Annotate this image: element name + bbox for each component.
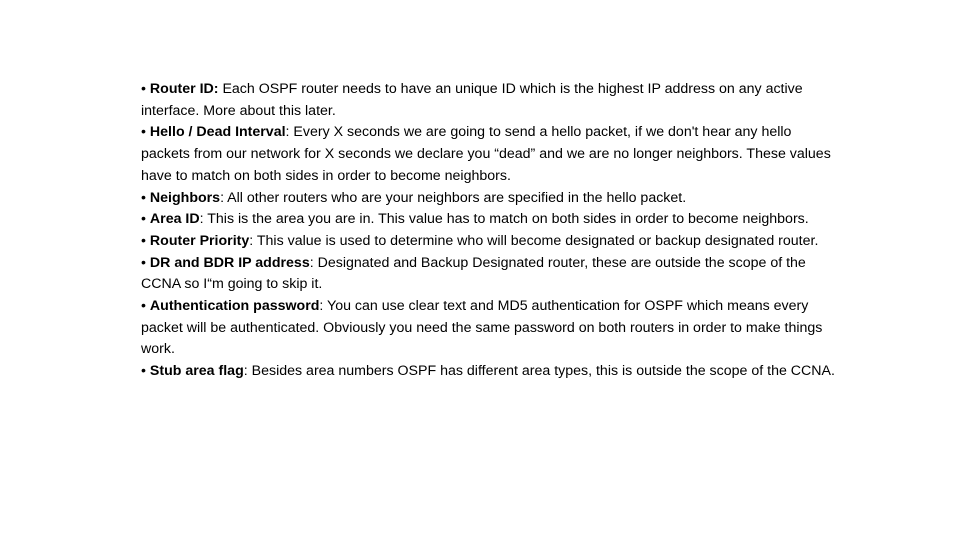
bullet-glyph: • <box>141 363 146 380</box>
description-dr-bdr-ip-address: : Designated and Backup Designated router, these are outside the scope of the CCNA so I“m going to skip it. <box>141 254 806 293</box>
bullet-glyph: • <box>141 81 146 97</box>
term-hello-dead-interval: Hello / Dead Interval <box>149 124 286 141</box>
description-stub-area-flag: : Besides area numbers OSPF has different area types, this is outside the scope of the CCNA. <box>243 363 835 380</box>
list-item-router-id <box>141 79 841 122</box>
description-area-id: : This is the area you are in. This value has to match on both sides in order to become neighbors. <box>199 211 809 228</box>
bullet-list <box>141 79 841 383</box>
description-neighbors: : All other routers who are your neighbors are specified in the hello packet. <box>220 189 687 206</box>
list-item-neighbors <box>141 188 841 210</box>
bullet-glyph: • <box>141 298 146 315</box>
list-item-router-priority <box>141 231 841 253</box>
term-router-priority: Router Priority <box>149 232 250 249</box>
description-authentication-password: : You can use clear text and MD5 authentication for OSPF which means every packet will be authenticated. Obviously you need the same password on both routers in order to make things work. <box>141 298 823 358</box>
bullet-glyph: • <box>141 232 146 249</box>
list-item-hello-dead-interval <box>141 122 841 187</box>
term-area-id: Area ID <box>149 211 200 228</box>
bullet-glyph: • <box>141 254 146 271</box>
list-item-stub-area-flag <box>141 361 841 383</box>
term-authentication-password: Authentication password <box>149 298 320 315</box>
list-item-dr-bdr-ip-address <box>141 253 841 296</box>
description-router-id: Each OSPF router needs to have an unique ID which is the highest IP address on any active interface. More about this later. <box>141 81 803 119</box>
bullet-glyph: • <box>141 211 146 228</box>
term-router-id: Router ID: <box>149 81 219 97</box>
description-router-priority: : This value is used to determine who will become designated or backup designated router. <box>249 232 819 249</box>
bullet-glyph: • <box>141 124 146 141</box>
description-hello-dead-interval: : Every X seconds we are going to send a hello packet, if we don't hear any hello packets from our network for X seconds we declare you “dead” and we are no longer neighbors. These values have to match on both sides in order to become neighbors. <box>141 124 831 184</box>
list-item-area-id <box>141 209 841 231</box>
bullet-glyph: • <box>141 189 146 206</box>
term-dr-bdr-ip-address: DR and BDR IP address <box>149 254 310 271</box>
list-item-authentication-password <box>141 296 841 361</box>
term-neighbors: Neighbors <box>149 189 221 206</box>
term-stub-area-flag: Stub area flag <box>149 363 244 380</box>
